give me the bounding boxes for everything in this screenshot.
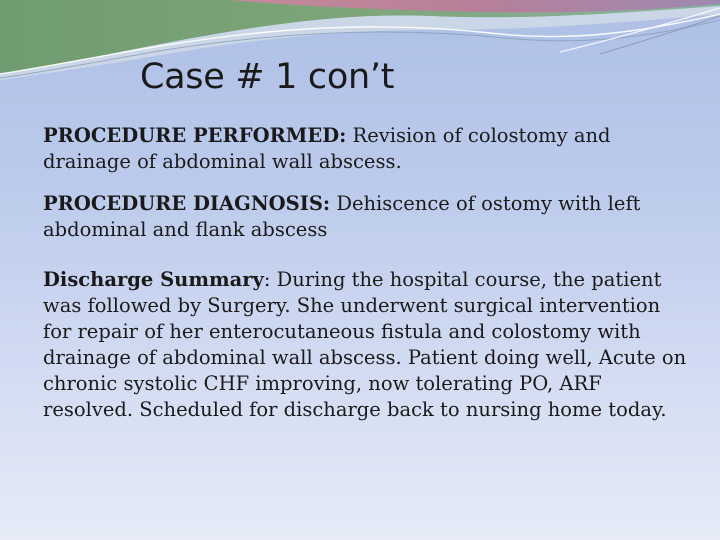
procedure-performed-paragraph <box>43 123 688 175</box>
procedure-diagnosis-text: Dehiscence of ostomy with left abdominal and flank abscess <box>43 192 641 241</box>
slide-title: Case # 1 con’t <box>140 57 395 97</box>
procedure-performed-label: PROCEDURE PERFORMED: <box>43 124 347 147</box>
procedure-diagnosis-paragraph <box>43 191 688 243</box>
discharge-summary-text: : During the hospital course, the patient was followed by Surgery. She underwent surgical intervention for repair of her enterocutaneous fistula and colostomy with drainage of abdominal wall abscess. Patient doing well, Acute on chronic systolic CHF improving, now tolerating PO, ARF resolved. Scheduled for discharge back to nursing home today. <box>43 268 687 421</box>
procedure-diagnosis-label: PROCEDURE DIAGNOSIS: <box>43 192 331 215</box>
slide-body <box>43 123 688 423</box>
procedure-performed-text: Revision of colostomy and drainage of abdominal wall abscess. <box>43 124 611 173</box>
discharge-summary-paragraph <box>43 267 688 423</box>
discharge-summary-label: Discharge Summary <box>43 268 264 291</box>
